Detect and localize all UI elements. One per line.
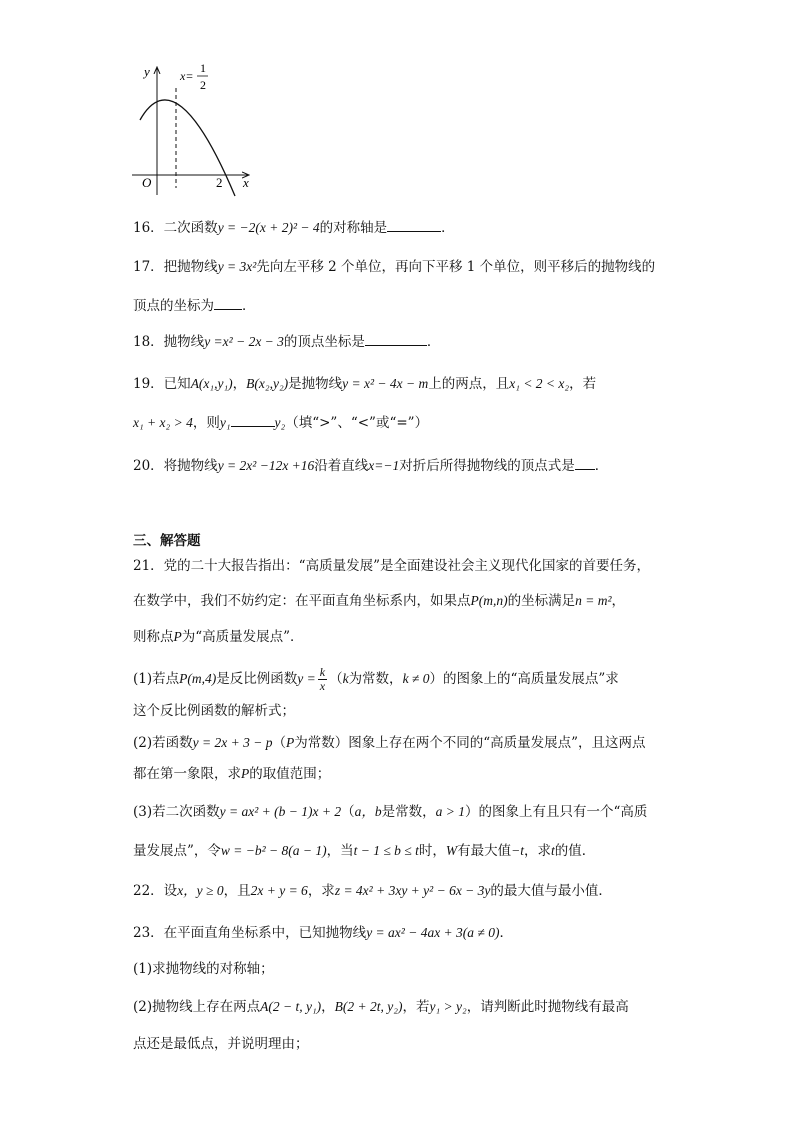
root-label: 2 xyxy=(216,175,223,190)
question-21-part2: (2)若函数y = 2x + 3 − p（P为常数）图象上存在两个不同的“高质量发展点”，且这两点 xyxy=(133,735,646,751)
question-21-part1-line2: 这个反比例函数的解析式； xyxy=(133,703,295,719)
symmetry-label-num: 1 xyxy=(200,61,206,75)
question-23-part2: (2)抛物线上存在两点A(2 − t, y₁)，B(2 + 2t, y₂)，若y₁ > y₂，请判断此时抛物线有最高 xyxy=(133,999,629,1015)
question-19: 19．已知A(x₁,y₁)，B(x₂,y₂)是抛物线y = x² − 4x − m上的两点，且x₁ < 2 < x₂，若 xyxy=(133,376,597,392)
answer-blank[interactable] xyxy=(214,297,242,310)
answer-blank[interactable] xyxy=(387,219,441,232)
question-19-line2: x₁ + x₂ > 4，则y₁ y₂（填“>”、“<”或“=”） xyxy=(133,415,429,431)
section-heading: 三、解答题 xyxy=(133,533,201,549)
answer-blank[interactable] xyxy=(365,333,427,346)
question-17-line2: 顶点的坐标为 ． xyxy=(133,298,256,314)
answer-blank[interactable] xyxy=(575,457,595,470)
question-17: 17．把抛物线y = 3x²先向左平移 2 个单位，再向下平移 1 个单位，则平移后的抛物线的 xyxy=(133,259,656,275)
question-21-part3: (3)若二次函数y = ax² + (b − 1)x + 2（a，b是常数，a > 1）的图象上有且只有一个“高质 xyxy=(133,804,648,820)
question-21-part1: (1)若点P(m,4)是反比例函数y = $\frac{k}{x}$ （k为常数，k ≠ 0）的图象上的“高质量发展点”求 xyxy=(133,665,619,693)
x-axis-label: x xyxy=(243,175,249,190)
symmetry-label-x: x= xyxy=(180,69,194,83)
question-21: 21．党的二十大报告指出：“高质量发展”是全面建设社会主义现代化国家的首要任务， xyxy=(133,558,650,574)
question-22: 22．设x，y ≥ 0，且2x + y = 6，求z = 4x² + 3xy + y² − 6x − 3y的最大值与最小值． xyxy=(133,883,612,899)
question-21-part3-line2: 量发展点”，令w = −b² − 8(a − 1)，当t − 1 ≤ b ≤ t时，W有最大值−t，求t的值． xyxy=(133,843,596,859)
question-16: 16．二次函数y = −2(x + 2)² − 4的对称轴是 ． xyxy=(133,220,455,236)
question-21-part2-line2: 都在第一象限，求P的取值范围； xyxy=(133,766,331,782)
parabola-graph xyxy=(130,58,270,198)
question-20: 20．将抛物线y = 2x² −12x +16沿着直线x=−1对折后所得抛物线的顶点式是 ． xyxy=(133,458,609,474)
question-23: 23．在平面直角坐标系中，已知抛物线y = ax² − 4ax + 3(a ≠ 0)． xyxy=(133,925,513,941)
y-axis-label: y xyxy=(144,64,150,79)
question-21-line2: 在数学中，我们不妨约定：在平面直角坐标系内，如果点P(m,n)的坐标满足n = m²， xyxy=(133,593,626,609)
question-18: 18．抛物线y =x² − 2x − 3的顶点坐标是 ． xyxy=(133,334,441,350)
symmetry-label-den: 2 xyxy=(200,78,206,92)
origin-label: O xyxy=(142,175,152,190)
question-23-part2-line2: 点还是最低点，并说明理由； xyxy=(133,1036,309,1052)
answer-blank[interactable] xyxy=(231,414,275,427)
question-21-line3: 则称点P为“高质量发展点”． xyxy=(133,629,304,645)
question-23-part1: (1)求抛物线的对称轴； xyxy=(133,961,274,977)
